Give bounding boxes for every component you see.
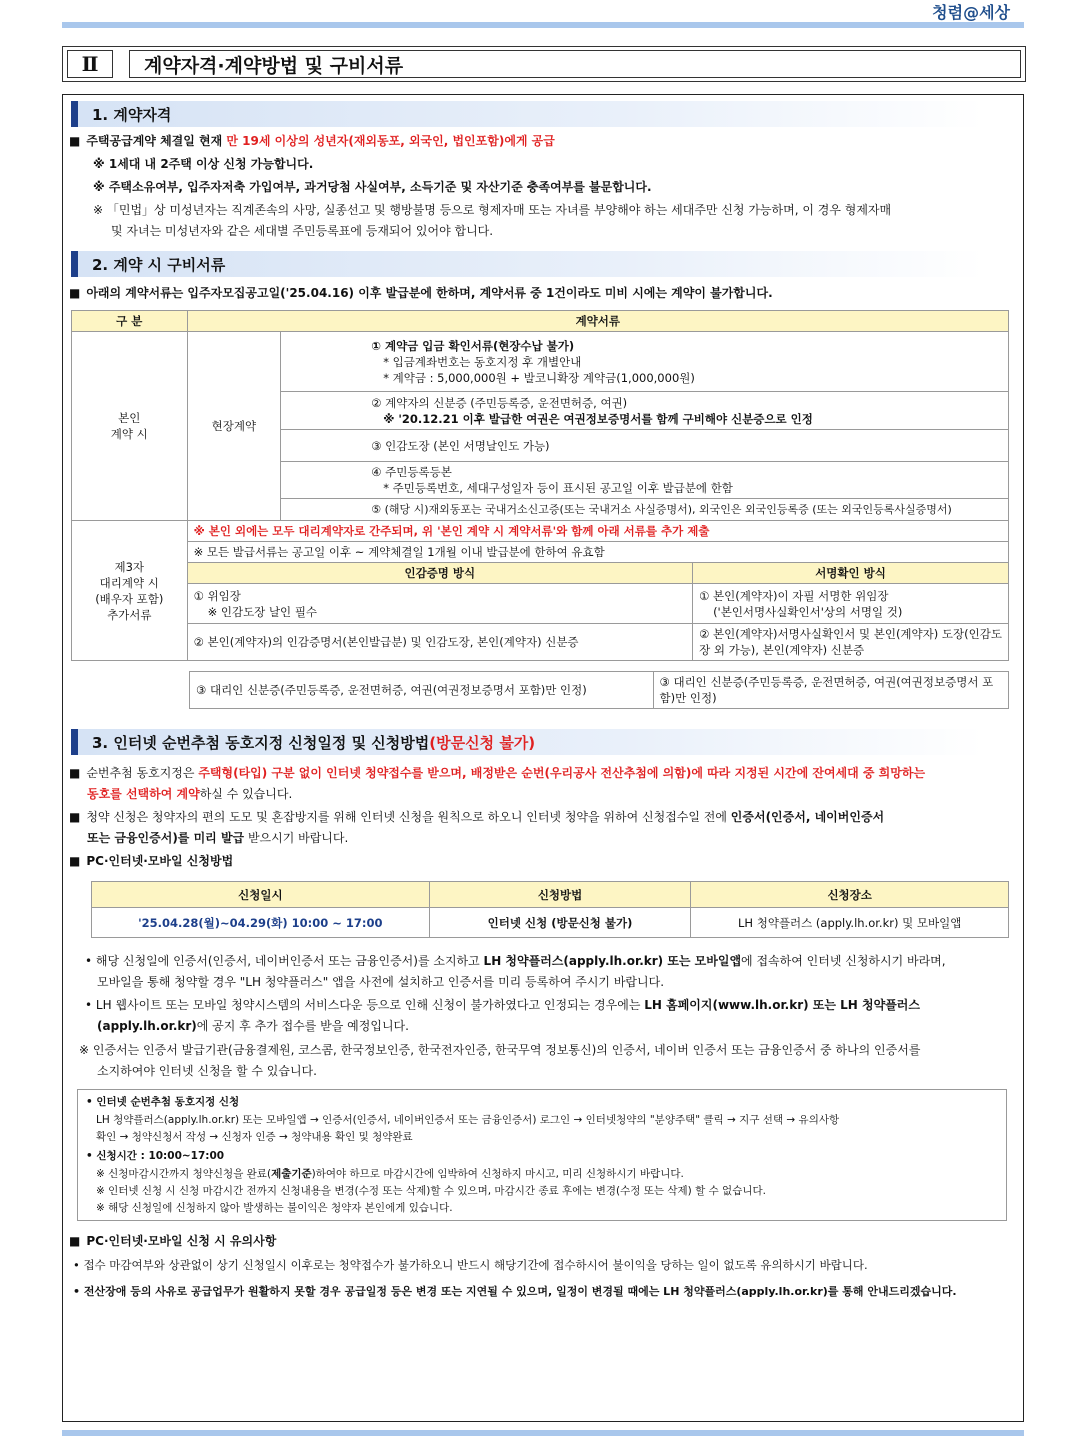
s3-para-3: ■ PC·인터넷·모바일 신청방법 (69, 854, 234, 868)
proxy-label: 제3자 대리계약 시 (배우자 포함) 추가서류 (72, 521, 188, 661)
box-note-1: ※ 신청마감시간까지 청약신청을 완료(제출기준)하여야 하므로 마감시간에 임박하여 신청하지 마시고, 미리 신청하시기 바랍니다. (96, 1168, 684, 1180)
chapter-number: Ⅱ (67, 50, 113, 78)
seal-doc-1: ① 위임장 ※ 인감도장 날인 필수 (187, 584, 693, 624)
s3-note-b: 소지하여야 인터넷 신청을 할 수 있습니다. (97, 1064, 317, 1078)
s1-line-1: ■ 주택공급계약 체결일 현재 만 19세 이상의 성년자(재외동포, 외국인, 법인포함)에게 공급 (69, 134, 555, 148)
box-title-1: • 인터넷 순번추첨 동호지정 신청 (86, 1096, 240, 1108)
box-title-2: • 신청시간 : 10:00~17:00 (86, 1150, 225, 1162)
logo: 청렴@세상 (932, 3, 1010, 22)
seal-doc-3: ③ 대리인 신분증(주민등록증, 운전면허증, 여권(여권정보증명서 포함)만 인정) (190, 672, 654, 709)
schedule-table (91, 881, 1009, 938)
doc-4: ④ 주민등록등본 * 주민등록번호, 세대구성일자 등이 표시된 공고일 이후 발급분에 한함 (281, 462, 1009, 499)
s1-line-2: ※ 1세대 내 2주택 이상 신청 가능합니다. (93, 157, 314, 171)
col-sign-method: 서명확인 방식 (693, 563, 1009, 584)
s1-line-3: ※ 주택소유여부, 입주자저축 가입여부, 과거당첨 사실여부, 소득기준 및 자산기준 충족여부를 불문합니다. (93, 180, 652, 194)
documents-table-last-row (189, 671, 1009, 709)
box-line-1: LH 청약플러스(apply.lh.or.kr) 또는 모바일앱 → 인증서(인증서, 네이버인증서 또는 금융인증서) 로그인 → 인터넷청약의 "분양주택" 클릭 → 지구 선택 → 유의사항 (96, 1114, 840, 1126)
box-note-2: ※ 인터넷 신청 시 신청 마감시간 전까지 신청내용을 변경(수정 또는 삭제)할 수 있으며, 마감시간 종료 후에는 변경(수정 또는 삭제) 할 수 없습니다. (96, 1185, 766, 1197)
chapter-title: 계약자격·계약방법 및 구비서류 (129, 50, 1021, 78)
proxy-note-2: ※ 모든 발급서류는 공고일 이후 ~ 계약체결일 1개월 이내 발급분에 한하여 유효함 (187, 542, 1008, 563)
th-gubun: 구 분 (72, 311, 188, 332)
caution-2: • 전산장애 등의 사유로 공급업무가 원활하지 못할 경우 공급일정 등은 변경 또는 지연될 수 있으며, 일정이 변경될 때에는 LH 청약플러스(apply.lh.or.kr)를 통해 안내드리겠습니다. (73, 1285, 957, 1298)
cell-method: 인터넷 신청 (방문신청 불가) (429, 908, 691, 938)
caution-1: • 접수 마감여부와 상관없이 상기 신청일시 이후로는 청약접수가 불가하오니 반드시 해당기간에 접수하시어 불이익을 당하는 일이 없도록 유의하시기 바랍니다. (73, 1258, 868, 1272)
section-2-heading: 2. 계약 시 구비서류 (71, 251, 984, 277)
onsite-label: 현장계약 (187, 332, 281, 521)
doc-3: ③ 인감도장 (본인 서명날인도 가능) (281, 430, 1009, 462)
s3-bullet-1b: 모바일을 통해 청약할 경우 "LH 청약플러스" 앱을 사전에 설치하고 인증서를 미리 등록하여 주시기 바랍니다. (97, 975, 665, 989)
s3-para-1a: ■ 순번추첨 동호지정은 주택형(타입) 구분 없이 인터넷 청약접수를 받으며, 배정받은 순번(우리공사 전산추첨에 의함)에 따라 지정된 시간에 잔여세대 중 희망하는 (69, 766, 926, 780)
s3-para-1b: 동호를 선택하여 계약하실 수 있습니다. (87, 787, 293, 801)
s3-bullet-1a: • 해당 신청일에 인증서(인증서, 네이버인증서 또는 금융인증서)를 소지하고 LH 청약플러스(apply.lh.or.kr) 또는 모바일앱에 접속하여 인터넷 신청하시기 바라며, (85, 954, 946, 968)
section-3-heading: 3. 인터넷 순번추첨 동호지정 신청일정 및 신청방법 (방문신청 불가) (71, 729, 984, 755)
content-panel (62, 94, 1024, 1422)
sign-doc-2: ② 본인(계약자)서명사실확인서 및 본인(계약자) 도장(인감도장 외 가능), 본인(계약자) 신분증 (693, 624, 1009, 661)
doc-1: ① 계약금 입금 확인서류(현장수납 불가) * 입금계좌번호는 동호지정 후 개별안내 * 계약금 : 5,000,000원 + 발코니확장 계약금(1,000,000원) (281, 332, 1009, 392)
s3-bullet-2b: (apply.lh.or.kr)에 공지 후 추가 접수를 받을 예정입니다. (97, 1019, 409, 1033)
self-contract-label: 본인 계약 시 (72, 332, 188, 521)
procedure-box (77, 1089, 1007, 1221)
sign-doc-3: ③ 대리인 신분증(주민등록증, 운전면허증, 여권(여권정보증명서 포함)만 인정) (653, 672, 1009, 709)
th-place: 신청장소 (691, 882, 1009, 908)
s3-note-a: ※ 인증서는 인증서 발급기관(금융결제원, 코스콤, 한국정보인증, 한국전자인증, 한국무역 정보통신)의 인증서, 네이버 인증서 또는 금융인증서 중 하나의 인증서를 (79, 1043, 921, 1057)
th-docs: 계약서류 (187, 311, 1008, 332)
s1-line-4: ※ 「민법」상 미성년자는 직계존속의 사망, 실종선고 및 행방불명 등으로 형제자매 또는 자녀를 부양해야 하는 세대주만 신청 가능하며, 이 경우 형제자매 (93, 203, 892, 217)
s1-line-5: 및 자녀는 미성년자와 같은 세대별 주민등록표에 등재되어 있어야 합니다. (111, 224, 494, 238)
chapter-header (62, 46, 1026, 82)
col-seal-method: 인감증명 방식 (187, 563, 693, 584)
th-method: 신청방법 (429, 882, 691, 908)
s3-para-2b: 또는 금융인증서)를 미리 발급 받으시기 바랍니다. (87, 831, 349, 845)
th-date: 신청일시 (92, 882, 430, 908)
caution-title: ■ PC·인터넷·모바일 신청 시 유의사항 (69, 1234, 277, 1248)
sign-doc-1: ① 본인(계약자)이 자필 서명한 위임장 ('본인서명사실확인서'상의 서명일 것) (693, 584, 1009, 624)
proxy-note-1: ※ 본인 외에는 모두 대리계약자로 간주되며, 위 '본인 계약 시 계약서류'와 함께 아래 서류를 추가 제출 (187, 521, 1008, 542)
seal-doc-2: ② 본인(계약자)의 인감증명서(본인발급분) 및 인감도장, 본인(계약자) 신분증 (187, 624, 693, 661)
s2-intro: ■ 아래의 계약서류는 입주자모집공고일('25.04.16) 이후 발급분에 한하며, 계약서류 중 1건이라도 미비 시에는 계약이 불가합니다. (69, 286, 773, 300)
doc-5: ⑤ (해당 시)재외동포는 국내거소신고증(또는 국내거소 사실증명서), 외국인은 외국인등록증 (또는 외국인등록사실증명서) (281, 499, 1009, 521)
box-line-2: 확인 → 청약신청서 작성 → 신청자 인증 → 청약내용 확인 및 청약완료 (96, 1131, 413, 1143)
section-1-heading: 1. 계약자격 (71, 101, 984, 127)
top-rule (62, 22, 1024, 28)
cell-date: '25.04.28(월)~04.29(화) 10:00 ~ 17:00 (92, 908, 430, 938)
documents-table (71, 310, 1009, 661)
box-note-3: ※ 해당 신청일에 신청하지 않아 발생하는 불이익은 청약자 본인에게 있습니다. (96, 1202, 453, 1214)
s3-bullet-2a: • LH 웹사이트 또는 모바일 청약시스템의 서비스다운 등으로 인해 신청이 불가하였다고 인정되는 경우에는 LH 홈페이지(www.lh.or.kr) 또는 LH 청약플러스 (85, 998, 920, 1012)
bottom-rule (62, 1430, 1024, 1436)
s3-para-2a: ■ 청약 신청은 청약자의 편의 도모 및 혼잡방지를 위해 인터넷 신청을 원칙으로 하오니 인터넷 청약을 위하여 신청접수일 전에 인증서(인증서, 네이버인증서 (69, 810, 885, 824)
cell-place: LH 청약플러스 (apply.lh.or.kr) 및 모바일앱 (691, 908, 1009, 938)
doc-2: ② 계약자의 신분증 (주민등록증, 운전면허증, 여권) ※ '20.12.21 이후 발급한 여권은 여권정보증명서를 함께 구비해야 신분증으로 인정 (281, 392, 1009, 430)
